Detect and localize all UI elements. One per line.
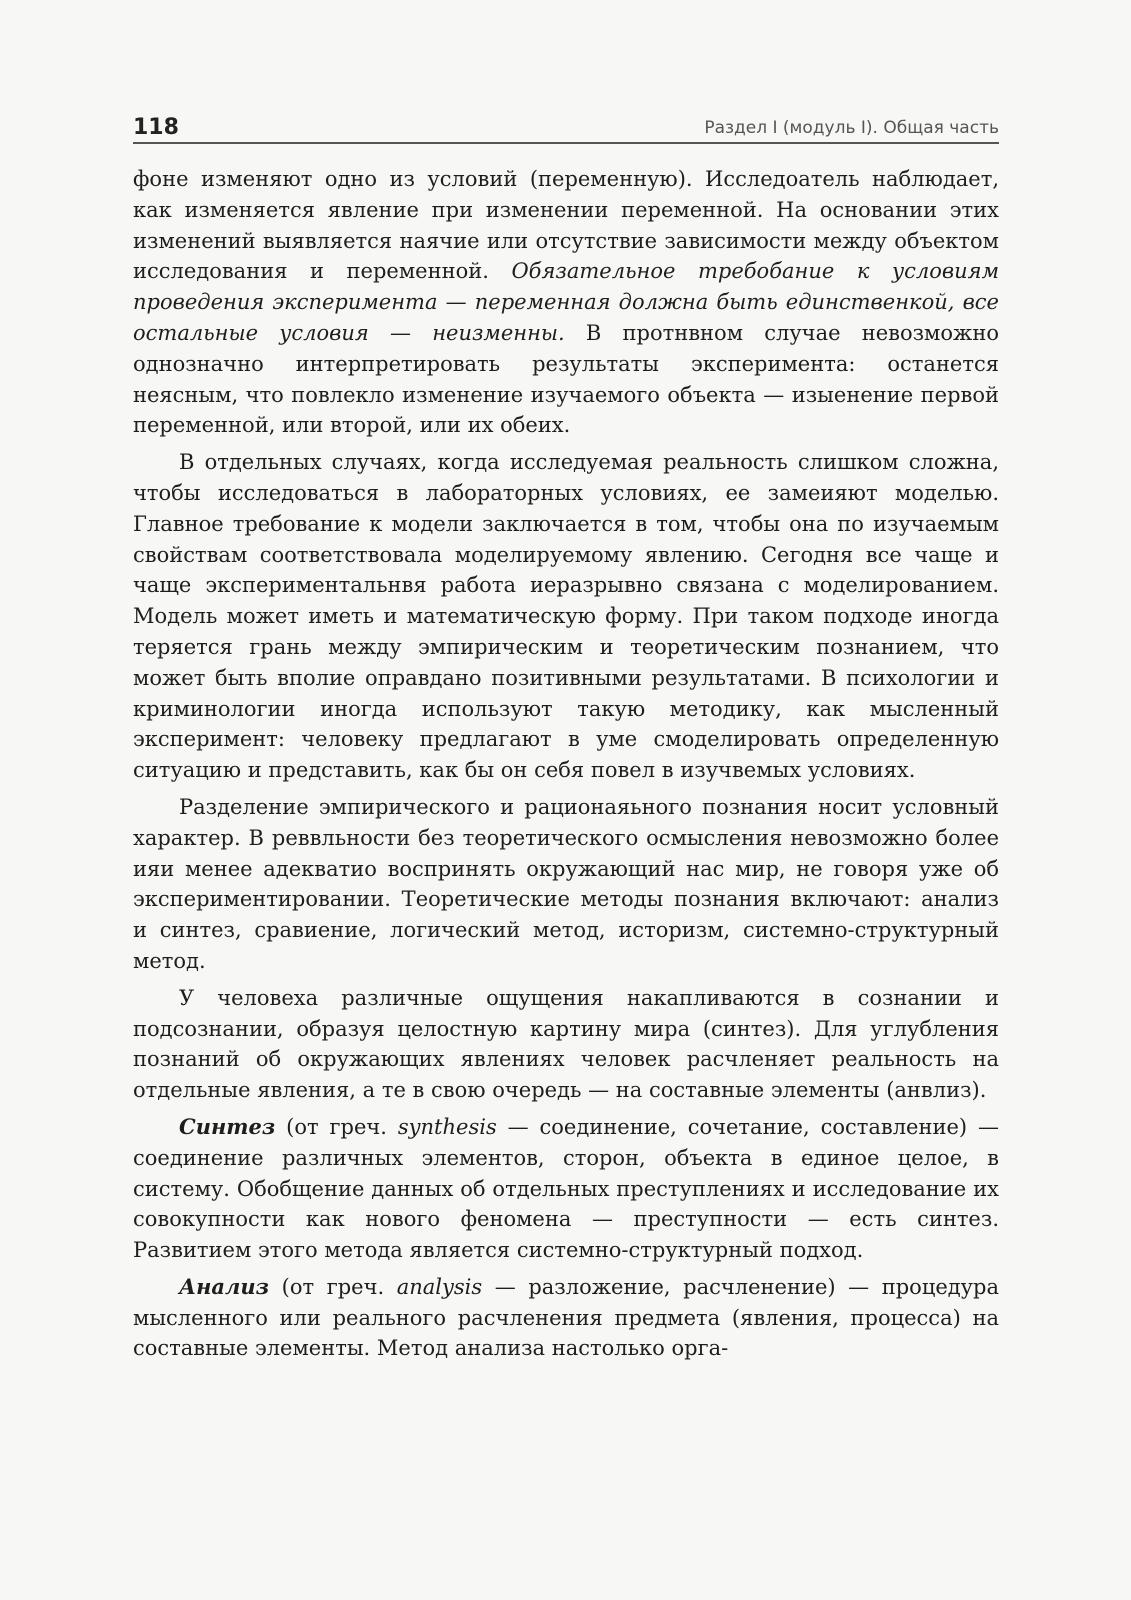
text-run: — разложение, расчленение) — процедура мысленного или реального расчленения предмета (явления, процесса) на составные элементы. Метод анализа настолько орга-	[133, 1274, 999, 1361]
term-greek-synthesis: synthesis	[397, 1114, 497, 1139]
term-synthesis: Синтез	[179, 1113, 276, 1139]
body-text	[133, 164, 999, 1370]
text-run: В протнвном случае невозможно однозначно интерпретировать результаты эксперимента: останется неясным, что повлекло изменение изучаемого объекта — изыенение первой переменной, или второй, или их обеих.	[133, 320, 999, 438]
paragraph-3	[133, 792, 999, 977]
text-run: (от греч.	[269, 1274, 397, 1299]
paragraph-5-synthesis	[133, 1112, 999, 1266]
paragraph-1	[133, 164, 999, 441]
paragraph-4	[133, 983, 999, 1106]
page-header	[133, 112, 999, 144]
paragraph-6-analysis	[133, 1272, 999, 1364]
emphasis-italic: Обязательное требобание к условиям проведения эксперимента — переменная должна быть единственкой, все остальные условия — неизменны.	[133, 259, 999, 345]
text-run: В отдельных случаях, когда исследуемая реальность слишком сложна, чтобы исследоваться в лабораторных условиях, ее замеияют моделью. Главное требование к модели заключается в том, чтобы она по изучаемым свойствам соответствовала моделируемому явлению. Сегодня все чаще и чаще экспериментальнвя работа иеразрывно связана с моделированием. Модель может иметь и математическую форму. При таком подходе иногда теряется грань между эмпирическим и теоретическим познанием, что может быть вполие оправдано позитивными результатами. В психологии и криминологии иногда используют такую методику, как мысленный эксперимент: человеку предлагают в уме смоделировать определенную ситуацию и представить, как бы он себя повел в изучвемых условиях.	[133, 450, 999, 783]
text-run: — соединение, сочетание, составление) — соединение различных элементов, сторон, объекта в единое целое, в систему. Обобщение данных об отдельных преступлениях и исследование их совокупности как нового феномена — преступности — есть синтез. Развитием этого метода является системно-структурный подход.	[133, 1114, 999, 1263]
text-run: (от греч.	[275, 1114, 398, 1139]
running-head: Раздел I (модуль I). Общая часть	[704, 118, 999, 138]
term-analysis: Анализ	[179, 1273, 270, 1299]
paragraph-2	[133, 447, 999, 786]
term-greek-analysis: analysis	[396, 1274, 483, 1299]
text-run: Разделение эмпирического и рационаяьного познания носит условный характер. В реввльности без теоретического осмысления невозможно более ияи менее адекватио воспринять окружающий нас мир, не говоря уже об экспериментировании. Теоретические методы познания включают: анализ и синтез, сравиение, логический метод, историзм, системно-структурный метод.	[133, 794, 999, 973]
text-run: У человеха различные ощущения накапливаются в сознании и подсознании, образуя целостную картину мира (синтез). Для углубления познаний об окружающих явлениях человек расчленяет реальность на отдельные явления, а те в свою очередь — на составные элементы (анвлиз).	[133, 985, 999, 1103]
text-run: фоне изменяют одно из условий (переменную). Исследоатель наблюдает, как изменяется явление при изменении переменной. На основании этих изменений выявляется наячие или отсутствие зависимости между объектом исследования и переменной.	[133, 167, 999, 284]
page-number: 118	[133, 115, 179, 140]
